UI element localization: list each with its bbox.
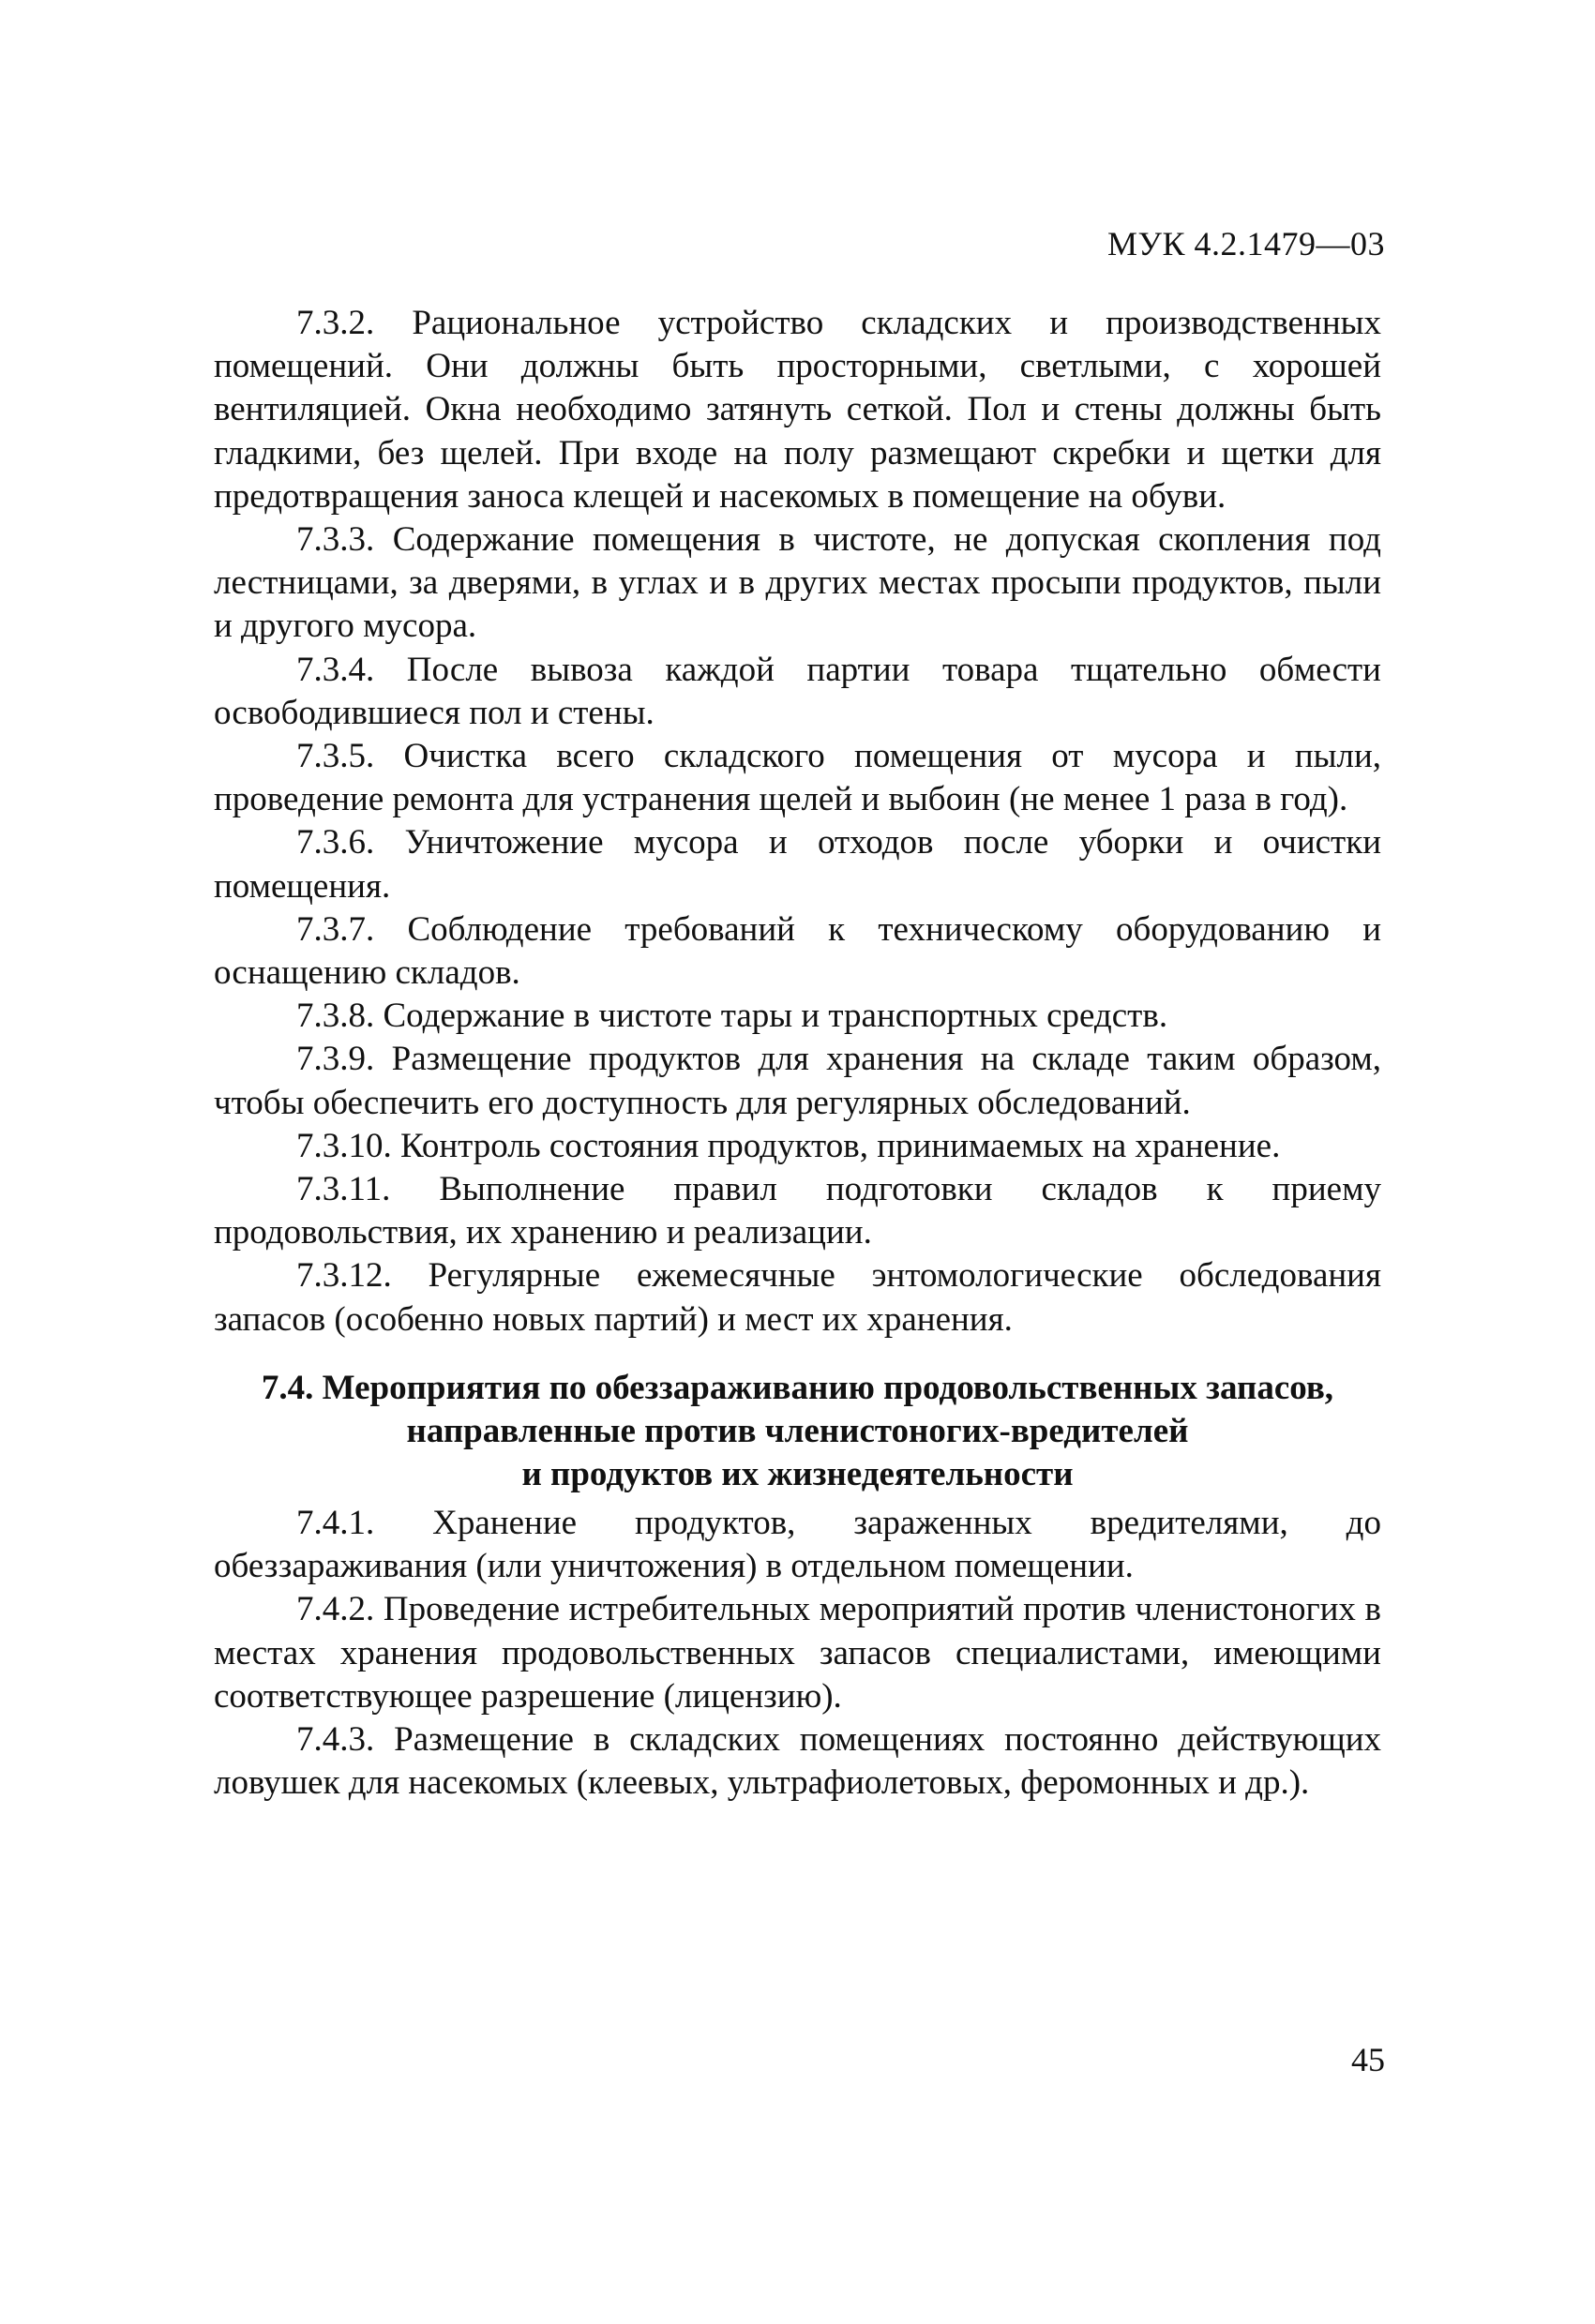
page-number: 45: [1351, 2041, 1385, 2078]
section-heading-line: 7.4. Мероприятия по обеззараживанию продовольственных запасов,: [261, 1369, 1334, 1407]
section-heading: [214, 1367, 1381, 1496]
paragraph: 7.3.5. Очистка всего складского помещения от мусора и пыли, проведение ремонта для устранения щелей и выбоин (не менее 1 раза в год).: [214, 737, 1381, 819]
paragraph: 7.3.11. Выполнение правил подготовки складов к приему продовольствия, их хранению и реализации.: [214, 1170, 1381, 1252]
section-heading-line: направленные против членистоногих-вредителей: [406, 1412, 1189, 1450]
paragraph: 7.3.10. Контроль состояния продуктов, принимаемых на хранение.: [296, 1126, 1281, 1165]
paragraph: 7.4.3. Размещение в складских помещениях постоянно действующих ловушек для насекомых (клеевых, ультрафиолетовых, феромонных и др.).: [214, 1720, 1381, 1803]
paragraph: 7.3.9. Размещение продуктов для хранения на складе таким образом, чтобы обеспечить его доступность для регулярных обследований.: [214, 1040, 1381, 1122]
paragraphs-section-7-4: [214, 1502, 1381, 1805]
paragraph: 7.3.2. Рациональное устройство складских и производственных помещений. Они должны быть просторными, светлыми, с хорошей вентиляцией. Окна необходимо затянуть сеткой. Пол и стены должны быть гладкими, без щелей. При входе на полу размещают скребки и щетки для предотвращения заноса клещей и насекомых в помещение на обуви.: [214, 304, 1381, 516]
paragraph: 7.3.6. Уничтожение мусора и отходов после уборки и очистки помещения.: [214, 823, 1381, 906]
paragraph: 7.3.4. После вывоза каждой партии товара тщательно обмести освободившиеся пол и стены.: [214, 650, 1381, 732]
document-header: МУК 4.2.1479—03: [1106, 225, 1385, 262]
paragraph: 7.3.12. Регулярные ежемесячные энтомологические обследования запасов (особенно новых партий) и мест их хранения.: [214, 1256, 1381, 1339]
paragraph: 7.3.7. Соблюдение требований к техническому оборудованию и оснащению складов.: [214, 909, 1381, 993]
paragraph: 7.4.2. Проведение истребительных мероприятий против членистоногих в местах хранения продовольственных запасов специалистами, имеющими соответствующее разрешение (лицензию).: [214, 1590, 1381, 1716]
paragraph: 7.4.1. Хранение продуктов, зараженных вредителями, до обеззараживания (или уничтожения) в отдельном помещении.: [214, 1504, 1381, 1586]
paragraph: 7.3.3. Содержание помещения в чистоте, не допуская скопления под лестницами, за дверями, в углах и в других местах просыпи продуктов, пыли и другого мусора.: [214, 520, 1381, 646]
paragraphs-section-7-3: [214, 302, 1381, 1342]
paragraph: 7.3.8. Содержание в чистоте тары и транспортных средств.: [296, 997, 1168, 1036]
section-heading-line: и продуктов их жизнедеятельности: [521, 1455, 1074, 1493]
